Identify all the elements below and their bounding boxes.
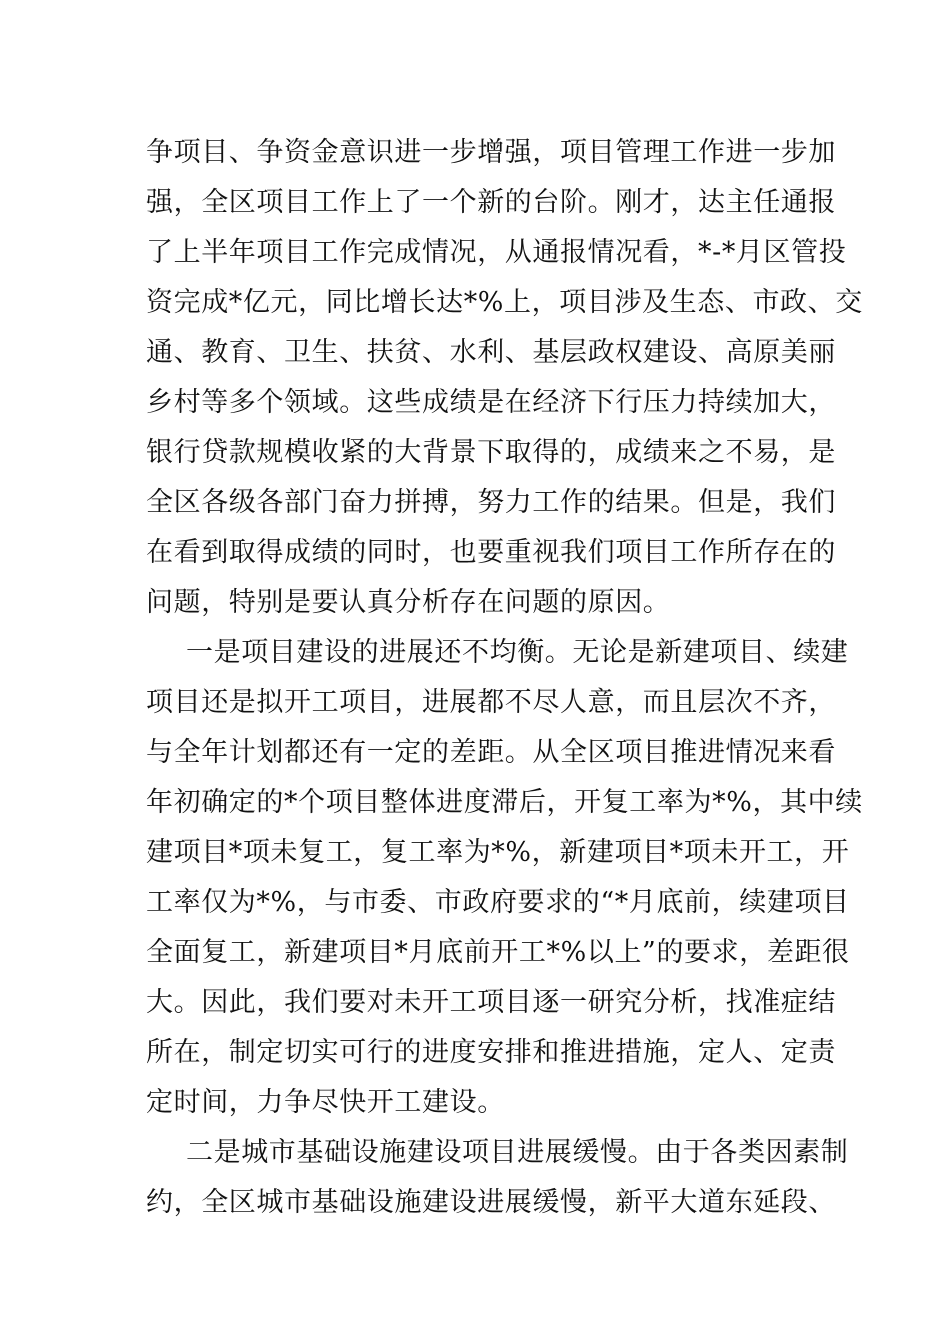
- text-line: 与全年计划都还有一定的差距。从全区项目推进情况来看: [146, 737, 836, 768]
- text-line: 通、教育、卫生、扶贫、水利、基层政权建设、高原美丽: [146, 337, 836, 368]
- text-line: 工率仅为*%，与市委、市政府要求的“*月底前，续建项目: [146, 887, 850, 918]
- text-line: 约，全区城市基础设施建设进展缓慢，新平大道东延段、: [146, 1187, 836, 1218]
- text-line: 全区各级各部门奋力拼搏，努力工作的结果。但是，我们: [146, 487, 836, 518]
- text-line: 乡村等多个领域。这些成绩是在经济下行压力持续加大，: [146, 387, 836, 418]
- paragraph-start-line: 一是项目建设的进展还不均衡。无论是新建项目、续建: [186, 637, 849, 668]
- text-line: 争项目、争资金意识进一步增强，项目管理工作进一步加: [146, 137, 836, 168]
- text-line: 所在，制定切实可行的进度安排和推进措施，定人、定责: [146, 1037, 836, 1068]
- text-line: 项目还是拟开工项目，进展都不尽人意，而且层次不齐，: [146, 687, 836, 718]
- text-line: 了上半年项目工作完成情况，从通报情况看，*-*月区管投: [146, 237, 847, 268]
- text-line: 年初确定的*个项目整体进度滞后，开复工率为*%，其中续: [146, 787, 863, 818]
- text-line: 银行贷款规模收紧的大背景下取得的，成绩来之不易，是: [146, 437, 836, 468]
- text-line: 定时间，力争尽快开工建设。: [146, 1087, 505, 1118]
- paragraph-start-line: 二是城市基础设施建设项目进展缓慢。由于各类因素制: [186, 1137, 849, 1168]
- text-line: 全面复工，新建项目*月底前开工*%以上”的要求，差距很: [146, 937, 850, 968]
- text-line: 建项目*项未复工，复工率为*%，新建项目*项未开工，开: [146, 837, 850, 868]
- text-line: 大。因此，我们要对未开工项目逐一研究分析，找准症结: [146, 987, 836, 1018]
- text-line: 在看到取得成绩的同时，也要重视我们项目工作所存在的: [146, 537, 836, 568]
- text-line: 强，全区项目工作上了一个新的台阶。刚才，达主任通报: [146, 187, 836, 218]
- text-line: 问题，特别是要认真分析存在问题的原因。: [146, 587, 671, 618]
- text-line: 资完成*亿元，同比增长达*%上，项目涉及生态、市政、交: [146, 287, 863, 318]
